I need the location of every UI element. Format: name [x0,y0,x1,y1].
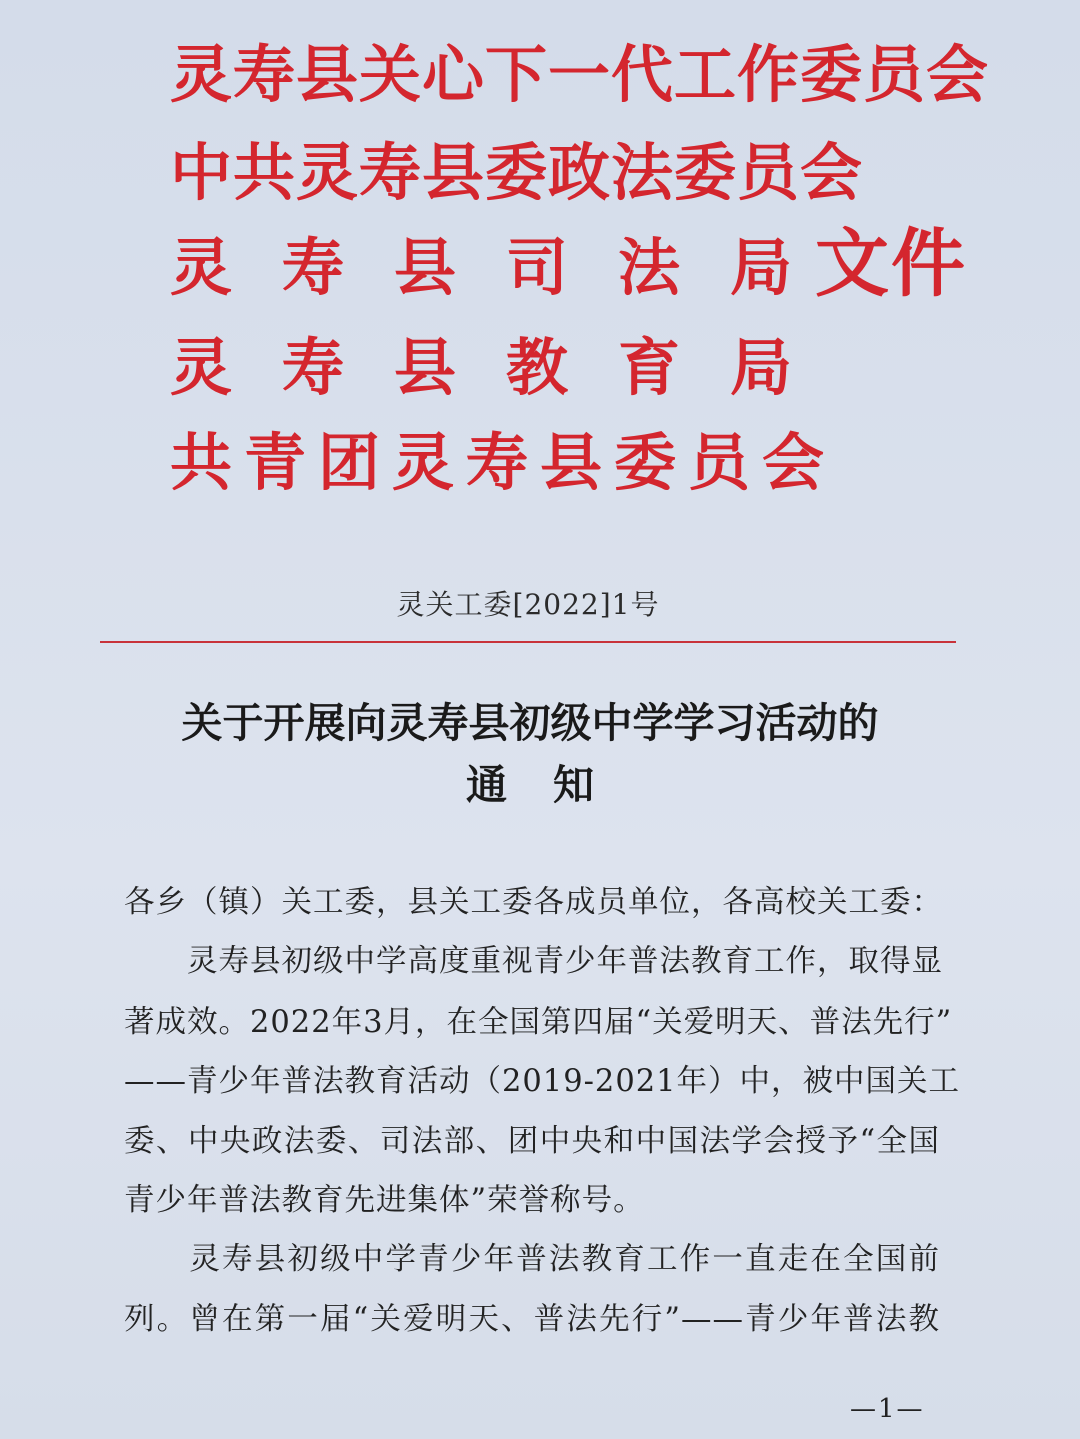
red-divider-line [100,641,956,643]
document-title-line-2: 通知 [466,761,640,809]
body-line-3: 著成效。2022年3月，在全国第四届“关爱明天、普法先行” [124,1005,953,1040]
document-label-wenjian: 文件 [815,221,967,307]
body-line-8: 列。曾在第一届“关爱明天、普法先行”——青少年普法教 [124,1302,940,1337]
document-title-line-1: 关于开展向灵寿县初级中学学习活动的 [181,699,879,747]
issuer-line-4: 灵寿县教育局 [170,331,843,404]
issuer-line-3: 灵寿县司法局 [170,231,843,304]
issuer-line-5: 共青团灵寿县委员会 [170,426,837,499]
document-number: 灵关工委[2022]1号 [396,588,660,621]
body-line-2: 灵寿县初级中学高度重视青少年普法教育工作，取得显 [124,944,943,979]
body-line-4: ——青少年普法教育活动（2019-2021年）中，被中国关工 [124,1064,961,1099]
body-line-7: 灵寿县初级中学青少年普法教育工作一直走在全国前 [124,1242,940,1277]
issuer-line-1: 灵寿县关心下一代工作委员会 [170,38,990,111]
body-line-6: 青少年普法教育先进集体”荣誉称号。 [124,1183,645,1218]
page-number: —1— [850,1394,925,1424]
body-line-5: 委、中央政法委、司法部、团中央和中国法学会授予“全国 [124,1124,940,1159]
issuer-line-2: 中共灵寿县委政法委员会 [170,136,864,209]
body-line-1: 各乡（镇）关工委，县关工委各成员单位，各高校关工委： [124,885,943,920]
